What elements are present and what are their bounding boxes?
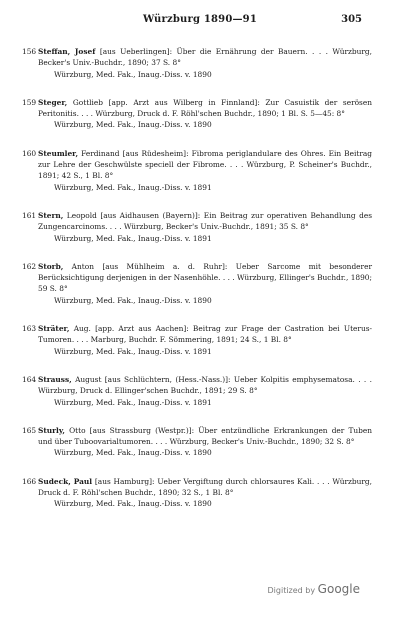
entry-citation (38, 46, 372, 69)
entry-title-imprint: Ferdinand [aus Rüdesheim]: Fibroma periglandulare des Ohres. Ein Beitrag zur Lehre der Geschwülste speciell der Fibrome. . . . Würzburg, P. Scheiner's Buchdr., 1891; 42 S., 1 Bl. 8° (38, 148, 372, 181)
entry-citation (38, 476, 372, 499)
entry-author: Storb, (38, 261, 64, 271)
entry-number: 163 (22, 324, 37, 334)
bibliography-entry (22, 261, 372, 306)
entry-title-imprint: [aus Ueberlingen]: Über die Ernährung der Bauern. . . . Würzburg, Becker's Univ.-Buchdr., 1890; 37 S. 8° (38, 47, 373, 68)
entry-title-imprint: Gottlieb [app. Arzt aus Wilberg in Finnland]: Zur Casuistik der serösen Peritonitis. . . . Würzburg, Druck d. F. Röhl'schen Buchdr., 1890; 1 Bl. S. 5—45: 8° (38, 97, 372, 119)
entry-title-imprint: Anton [aus Mühlheim a. d. Ruhr]: Ueber Sarcome mit besonderer Berücksichtigung derjenigen in der Nasenhöhle. . . . Würzburg, Ellinger's Buchdr., 1890; 59 S. 8° (38, 261, 372, 294)
bibliography-entry (22, 425, 372, 459)
running-title: Würzburg 1890—91 (143, 14, 257, 25)
digitization-watermark (268, 582, 360, 596)
entry-author: Steger, (38, 97, 68, 107)
entry-number: 164 (22, 374, 37, 384)
entry-title-imprint: [aus Hamburg]: Ueber Vergiftung durch chlorsaures Kali. . . . Würzburg, Druck d. F. Röhl'schen Buchdr., 1890; 32 S., 1 Bl. 8° (38, 476, 372, 498)
entry-citation (38, 374, 372, 397)
google-logo: Google (317, 582, 360, 596)
entry-citation (38, 323, 372, 346)
entry-number: 162 (22, 261, 37, 271)
bibliography-entry (22, 323, 372, 357)
entry-author: Sturly, (38, 425, 65, 435)
bibliography-entry (22, 374, 372, 408)
entry-dissertation-note: Würzburg, Med. Fak., Inaug.-Diss. v. 1890 (54, 499, 212, 509)
entry-number: 160 (22, 148, 37, 158)
entry-citation (38, 425, 372, 448)
entry-title-imprint: Otto [aus Strassburg (Westpr.)]: Über entzündliche Erkrankungen der Tuben und über Tuboovarialtumoren. . . . Würzburg, Becker's Univ.-Buchdr., 1890; 32 S. 8° (38, 425, 372, 447)
entry-number: 156 (22, 47, 37, 56)
page-number: 305 (341, 14, 362, 25)
entry-citation (38, 148, 372, 182)
entry-title-imprint: Aug. [app. Arzt aus Aachen]: Beitrag zur Frage der Castration bei Uterus-Tumoren. . . . Marburg, Buchdr. F. Sömmering, 1891; 24 S., 1 Bl. 8° (38, 324, 372, 345)
entry-number: 159 (22, 97, 37, 107)
entry-author: Sträter, (38, 324, 70, 334)
entry-citation (38, 210, 372, 233)
entry-dissertation-note: Würzburg, Med. Fak., Inaug.-Diss. v. 1890 (54, 120, 212, 130)
entry-author: Steumler, (38, 148, 79, 158)
entry-number: 165 (22, 425, 37, 435)
bibliography-entry (22, 210, 372, 244)
entry-citation (38, 97, 372, 120)
bibliography-list (22, 46, 372, 510)
page-header (0, 14, 400, 30)
entry-dissertation-note: Würzburg, Med. Fak., Inaug.-Diss. v. 1890 (54, 69, 212, 79)
entry-author: Steffan, Josef (38, 47, 96, 56)
entry-dissertation-note: Würzburg, Med. Fak., Inaug.-Diss. v. 1891 (54, 346, 212, 356)
entry-title-imprint: August [aus Schlüchtern, (Hess.-Nass.)]: Ueber Kolpitis emphysematosa. . . . Würzburg, Druck d. Ellinger'schen Buchdr., 1891; 29 S. 8° (38, 374, 372, 396)
entry-author: Strauss, (38, 374, 72, 384)
entry-dissertation-note: Würzburg, Med. Fak., Inaug.-Diss. v. 1891 (54, 233, 212, 243)
bibliography-entry (22, 148, 372, 193)
entry-number: 166 (22, 476, 37, 486)
entry-dissertation-note: Würzburg, Med. Fak., Inaug.-Diss. v. 1890 (54, 295, 212, 305)
entry-citation (38, 261, 372, 295)
entry-author: Stern, (38, 210, 64, 220)
entry-dissertation-note: Würzburg, Med. Fak., Inaug.-Diss. v. 1891 (54, 397, 212, 407)
entry-author: Sudeck, Paul (38, 476, 93, 486)
entry-number: 161 (22, 210, 37, 220)
digitized-label: Digitized by (267, 586, 316, 595)
bibliography-entry (22, 46, 372, 80)
entry-title-imprint: Leopold [aus Aidhausen (Bayern)]: Ein Beitrag zur operativen Behandlung des Zungencarcinoms. . . . Würzburg, Becker's Univ.-Buchdr., 1891; 35 S. 8° (38, 210, 372, 232)
bibliography-entry (22, 97, 372, 131)
entry-dissertation-note: Würzburg, Med. Fak., Inaug.-Diss. v. 1891 (54, 182, 212, 192)
entry-dissertation-note: Würzburg, Med. Fak., Inaug.-Diss. v. 1890 (54, 448, 212, 458)
bibliography-entry (22, 476, 372, 510)
